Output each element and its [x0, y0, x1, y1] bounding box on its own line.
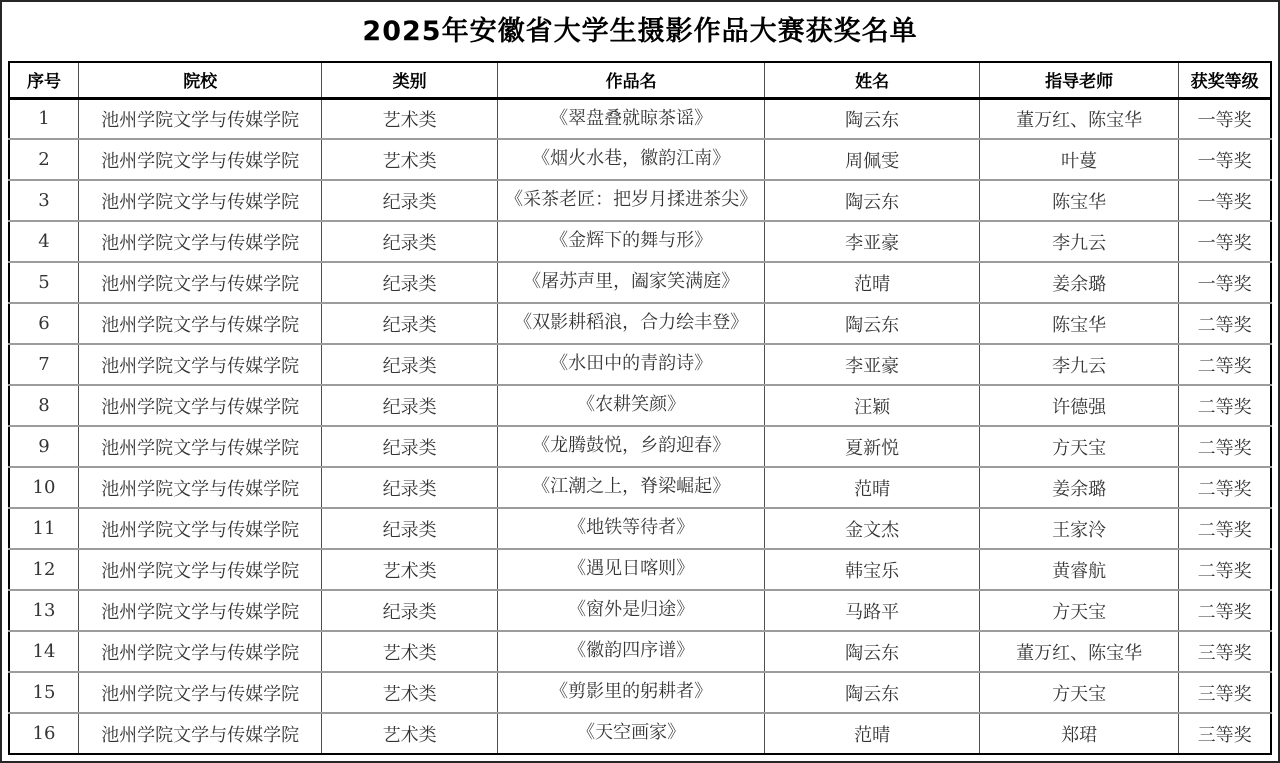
table-row: [9, 98, 1271, 139]
cell-name: 范晴: [765, 262, 980, 303]
cell-category: 艺术类: [322, 139, 497, 180]
column-header-school: 院校: [78, 62, 322, 98]
table-row: [9, 549, 1271, 590]
cell-award: 二等奖: [1179, 385, 1271, 426]
cell-award: 二等奖: [1179, 467, 1271, 508]
table-row: [9, 426, 1271, 467]
cell-name: 金文杰: [765, 508, 980, 549]
column-header-teacher: 指导老师: [979, 62, 1178, 98]
table-row: [9, 262, 1271, 303]
cell-award: 三等奖: [1179, 672, 1271, 713]
cell-name: 范晴: [765, 713, 980, 754]
cell-category: 纪录类: [322, 221, 497, 262]
cell-no: 14: [9, 631, 78, 672]
cell-no: 7: [9, 344, 78, 385]
cell-category: 艺术类: [322, 98, 497, 139]
cell-no: 9: [9, 426, 78, 467]
column-header-name: 姓名: [765, 62, 980, 98]
table-row: [9, 221, 1271, 262]
cell-work: 《双影耕稻浪，合力绘丰登》: [497, 303, 765, 344]
cell-name: 韩宝乐: [765, 549, 980, 590]
table-row: [9, 590, 1271, 631]
cell-no: 12: [9, 549, 78, 590]
table-row: [9, 672, 1271, 713]
table-row: [9, 713, 1271, 754]
cell-no: 16: [9, 713, 78, 754]
cell-name: 周佩雯: [765, 139, 980, 180]
cell-category: 纪录类: [322, 467, 497, 508]
cell-teacher: 叶蔓: [979, 139, 1178, 180]
cell-work: 《天空画家》: [497, 713, 765, 754]
cell-category: 纪录类: [322, 262, 497, 303]
table-row: [9, 344, 1271, 385]
cell-work: 《徽韵四序谱》: [497, 631, 765, 672]
cell-no: 6: [9, 303, 78, 344]
cell-award: 三等奖: [1179, 631, 1271, 672]
cell-school: 池州学院文学与传媒学院: [78, 303, 322, 344]
cell-teacher: 姜余璐: [979, 262, 1178, 303]
cell-school: 池州学院文学与传媒学院: [78, 672, 322, 713]
cell-school: 池州学院文学与传媒学院: [78, 713, 322, 754]
cell-category: 纪录类: [322, 590, 497, 631]
cell-name: 陶云东: [765, 631, 980, 672]
cell-name: 陶云东: [765, 180, 980, 221]
cell-category: 纪录类: [322, 303, 497, 344]
cell-work: 《江潮之上，脊梁崛起》: [497, 467, 765, 508]
cell-teacher: 李九云: [979, 221, 1178, 262]
table-row: [9, 508, 1271, 549]
cell-teacher: 方天宝: [979, 672, 1178, 713]
cell-work: 《翠盘叠就晾茶谣》: [497, 98, 765, 139]
cell-school: 池州学院文学与传媒学院: [78, 467, 322, 508]
column-header-no: 序号: [9, 62, 78, 98]
table-header-row: [9, 62, 1271, 98]
cell-no: 5: [9, 262, 78, 303]
cell-name: 汪颖: [765, 385, 980, 426]
column-header-category: 类别: [322, 62, 497, 98]
cell-teacher: 陈宝华: [979, 303, 1178, 344]
cell-work: 《金辉下的舞与形》: [497, 221, 765, 262]
cell-school: 池州学院文学与传媒学院: [78, 508, 322, 549]
cell-school: 池州学院文学与传媒学院: [78, 180, 322, 221]
cell-school: 池州学院文学与传媒学院: [78, 98, 322, 139]
cell-name: 李亚豪: [765, 221, 980, 262]
cell-name: 马路平: [765, 590, 980, 631]
cell-teacher: 李九云: [979, 344, 1178, 385]
cell-name: 夏新悦: [765, 426, 980, 467]
column-header-work: 作品名: [497, 62, 765, 98]
cell-teacher: 郑珺: [979, 713, 1178, 754]
cell-no: 4: [9, 221, 78, 262]
cell-work: 《烟火水巷，徽韵江南》: [497, 139, 765, 180]
cell-award: 一等奖: [1179, 139, 1271, 180]
cell-school: 池州学院文学与传媒学院: [78, 344, 322, 385]
cell-category: 艺术类: [322, 713, 497, 754]
cell-category: 艺术类: [322, 672, 497, 713]
cell-award: 二等奖: [1179, 426, 1271, 467]
cell-award: 二等奖: [1179, 508, 1271, 549]
cell-school: 池州学院文学与传媒学院: [78, 590, 322, 631]
cell-school: 池州学院文学与传媒学院: [78, 631, 322, 672]
cell-work: 《遇见日喀则》: [497, 549, 765, 590]
cell-no: 8: [9, 385, 78, 426]
cell-teacher: 方天宝: [979, 426, 1178, 467]
cell-award: 二等奖: [1179, 303, 1271, 344]
cell-teacher: 陈宝华: [979, 180, 1178, 221]
cell-category: 纪录类: [322, 508, 497, 549]
cell-no: 3: [9, 180, 78, 221]
table-row: [9, 467, 1271, 508]
cell-category: 纪录类: [322, 180, 497, 221]
cell-teacher: 王家泠: [979, 508, 1178, 549]
cell-work: 《窗外是归途》: [497, 590, 765, 631]
cell-no: 13: [9, 590, 78, 631]
cell-work: 《水田中的青韵诗》: [497, 344, 765, 385]
cell-teacher: 方天宝: [979, 590, 1178, 631]
cell-name: 陶云东: [765, 303, 980, 344]
cell-school: 池州学院文学与传媒学院: [78, 385, 322, 426]
cell-award: 二等奖: [1179, 549, 1271, 590]
cell-category: 艺术类: [322, 631, 497, 672]
cell-award: 二等奖: [1179, 590, 1271, 631]
cell-no: 11: [9, 508, 78, 549]
cell-work: 《屠苏声里，阖家笑满庭》: [497, 262, 765, 303]
cell-school: 池州学院文学与传媒学院: [78, 139, 322, 180]
cell-name: 李亚豪: [765, 344, 980, 385]
cell-award: 一等奖: [1179, 98, 1271, 139]
cell-teacher: 黄睿航: [979, 549, 1178, 590]
cell-award: 一等奖: [1179, 180, 1271, 221]
award-list-table: [8, 61, 1272, 755]
column-header-award: 获奖等级: [1179, 62, 1271, 98]
cell-name: 范晴: [765, 467, 980, 508]
cell-no: 10: [9, 467, 78, 508]
cell-category: 纪录类: [322, 385, 497, 426]
cell-work: 《地铁等待者》: [497, 508, 765, 549]
page-title: 2025年安徽省大学生摄影作品大赛获奖名单: [362, 16, 918, 47]
table-row: [9, 631, 1271, 672]
cell-school: 池州学院文学与传媒学院: [78, 426, 322, 467]
cell-work: 《龙腾鼓悦，乡韵迎春》: [497, 426, 765, 467]
cell-award: 二等奖: [1179, 344, 1271, 385]
cell-teacher: 董万红、陈宝华: [979, 631, 1178, 672]
table-row: [9, 180, 1271, 221]
cell-no: 1: [9, 98, 78, 139]
cell-award: 一等奖: [1179, 262, 1271, 303]
cell-name: 陶云东: [765, 672, 980, 713]
cell-teacher: 姜余璐: [979, 467, 1178, 508]
cell-work: 《农耕笑颜》: [497, 385, 765, 426]
cell-school: 池州学院文学与传媒学院: [78, 221, 322, 262]
table-row: [9, 303, 1271, 344]
cell-category: 纪录类: [322, 426, 497, 467]
cell-work: 《剪影里的躬耕者》: [497, 672, 765, 713]
cell-teacher: 许德强: [979, 385, 1178, 426]
cell-category: 艺术类: [322, 549, 497, 590]
table-row: [9, 139, 1271, 180]
cell-no: 2: [9, 139, 78, 180]
cell-work: 《采茶老匠：把岁月揉进茶尖》: [497, 180, 765, 221]
table-row: [9, 385, 1271, 426]
cell-award: 三等奖: [1179, 713, 1271, 754]
cell-no: 15: [9, 672, 78, 713]
cell-school: 池州学院文学与传媒学院: [78, 549, 322, 590]
cell-school: 池州学院文学与传媒学院: [78, 262, 322, 303]
cell-category: 纪录类: [322, 344, 497, 385]
cell-award: 一等奖: [1179, 221, 1271, 262]
cell-name: 陶云东: [765, 98, 980, 139]
cell-teacher: 董万红、陈宝华: [979, 98, 1178, 139]
